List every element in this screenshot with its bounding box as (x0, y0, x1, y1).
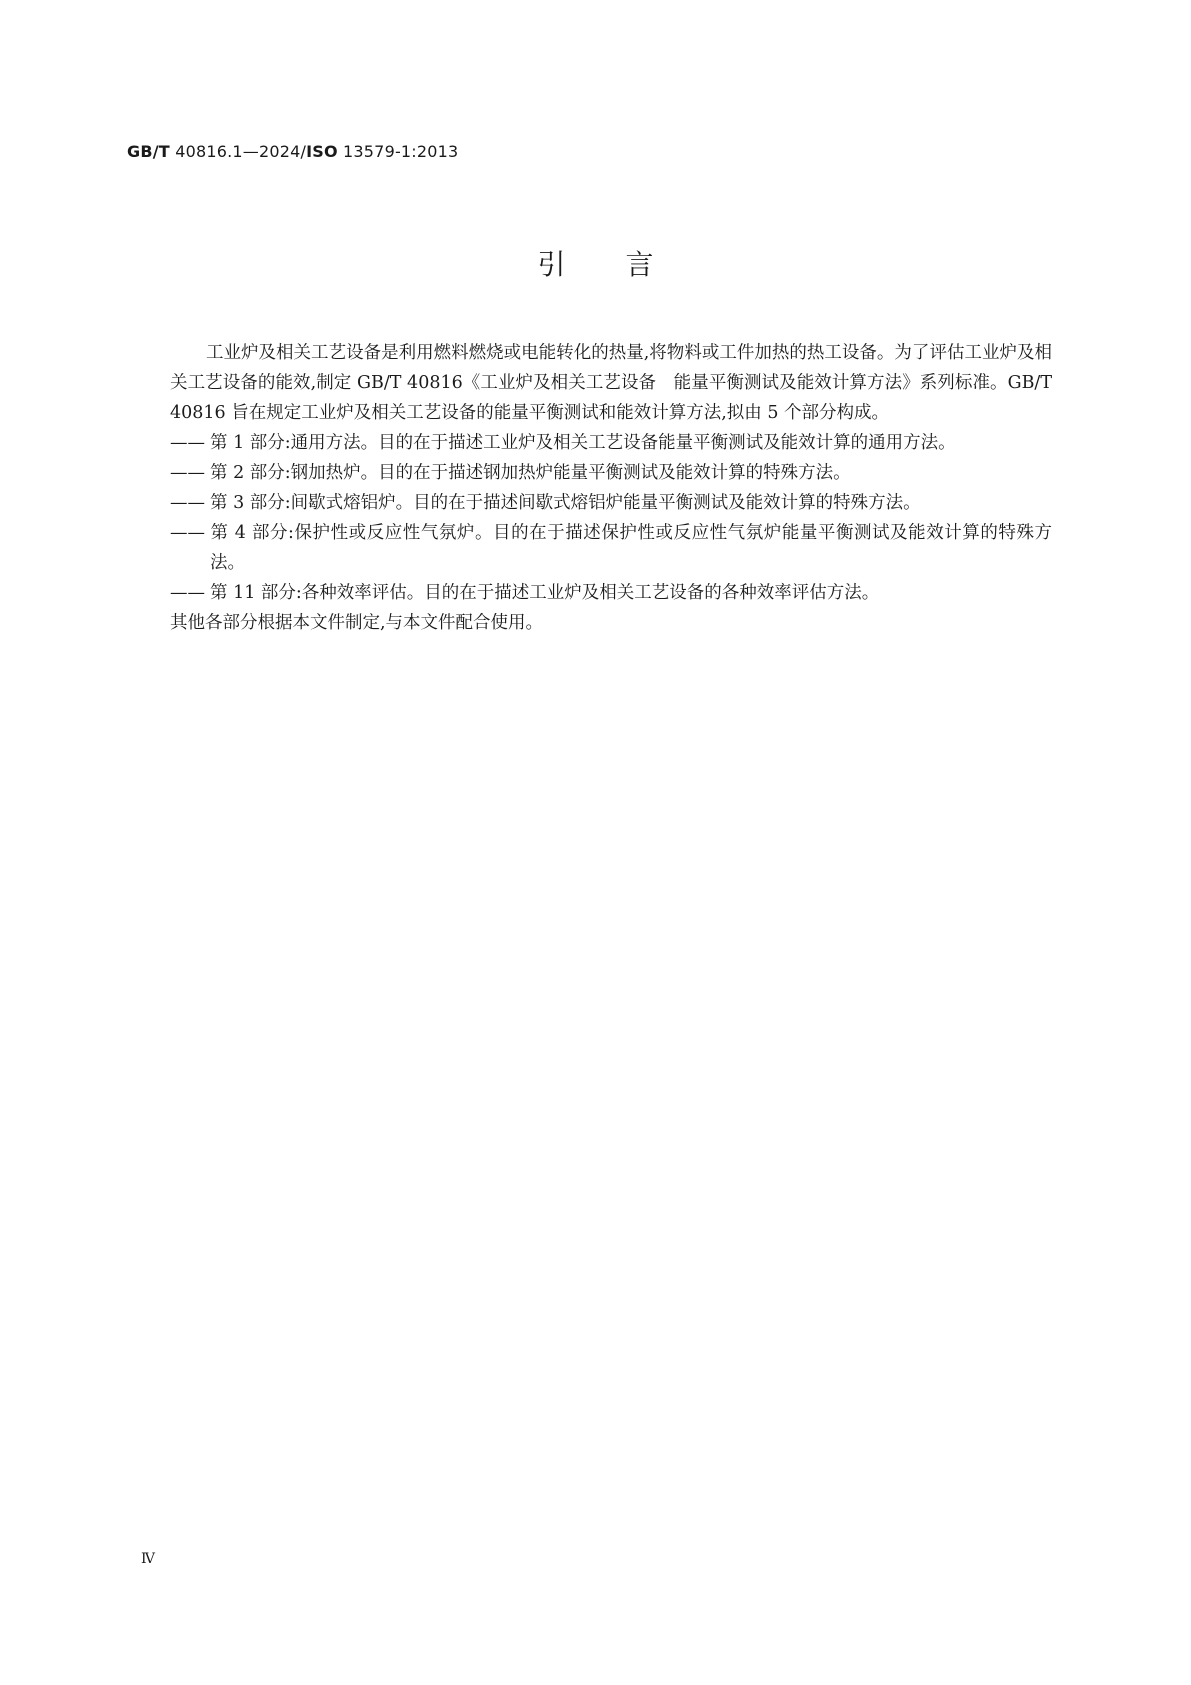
list-dash: —— (170, 583, 205, 603)
list-item-part-3 (170, 488, 1052, 518)
list-item-text: 第 3 部分:间歇式熔铝炉。目的在于描述间歇式熔铝炉能量平衡测试及能效计算的特殊方法。 (210, 493, 921, 513)
standard-code-prefix: GB/T (127, 142, 170, 161)
intro-paragraph: 工业炉及相关工艺设备是利用燃料燃烧或电能转化的热量,将物料或工件加热的热工设备。为了评估工业炉及相关工艺设备的能效,制定 GB/T 40816《工业炉及相关工艺设备 能量平衡测试及能效计算方法》系列标准。GB/T 40816 旨在规定工业炉及相关工艺设备的能量平衡测试和能效计算方法,拟由 5 个部分构成。 (170, 343, 1052, 423)
list-item-part-4 (170, 518, 1052, 578)
list-item-text: 第 2 部分:钢加热炉。目的在于描述钢加热炉能量平衡测试及能效计算的特殊方法。 (210, 463, 851, 483)
standard-code-number: 40816.1—2024/ (175, 142, 307, 161)
list-item-part-2 (170, 458, 1052, 488)
closing-paragraph: 其他各部分根据本文件制定,与本文件配合使用。 (170, 613, 544, 633)
list-dash: —— (170, 433, 205, 453)
list-dash: —— (170, 493, 205, 513)
introduction-body (170, 338, 1052, 638)
list-item-part-1 (170, 428, 1052, 458)
iso-code-prefix: ISO (306, 142, 338, 161)
page-number: Ⅳ (141, 1551, 155, 1567)
list-item-text: 第 4 部分:保护性或反应性气氛炉。目的在于描述保护性或反应性气氛炉能量平衡测试及能效计算的特殊方法。 (210, 523, 1052, 573)
page-title: 引言 (537, 248, 714, 281)
list-dash: —— (170, 523, 205, 543)
list-item-text: 第 11 部分:各种效率评估。目的在于描述工业炉及相关工艺设备的各种效率评估方法。 (210, 583, 880, 603)
list-item-text: 第 1 部分:通用方法。目的在于描述工业炉及相关工艺设备能量平衡测试及能效计算的通用方法。 (210, 433, 956, 453)
standard-code-header (127, 142, 458, 161)
iso-code-number: 13579-1:2013 (343, 142, 459, 161)
list-dash: —— (170, 463, 205, 483)
list-item-part-11 (170, 578, 1052, 608)
